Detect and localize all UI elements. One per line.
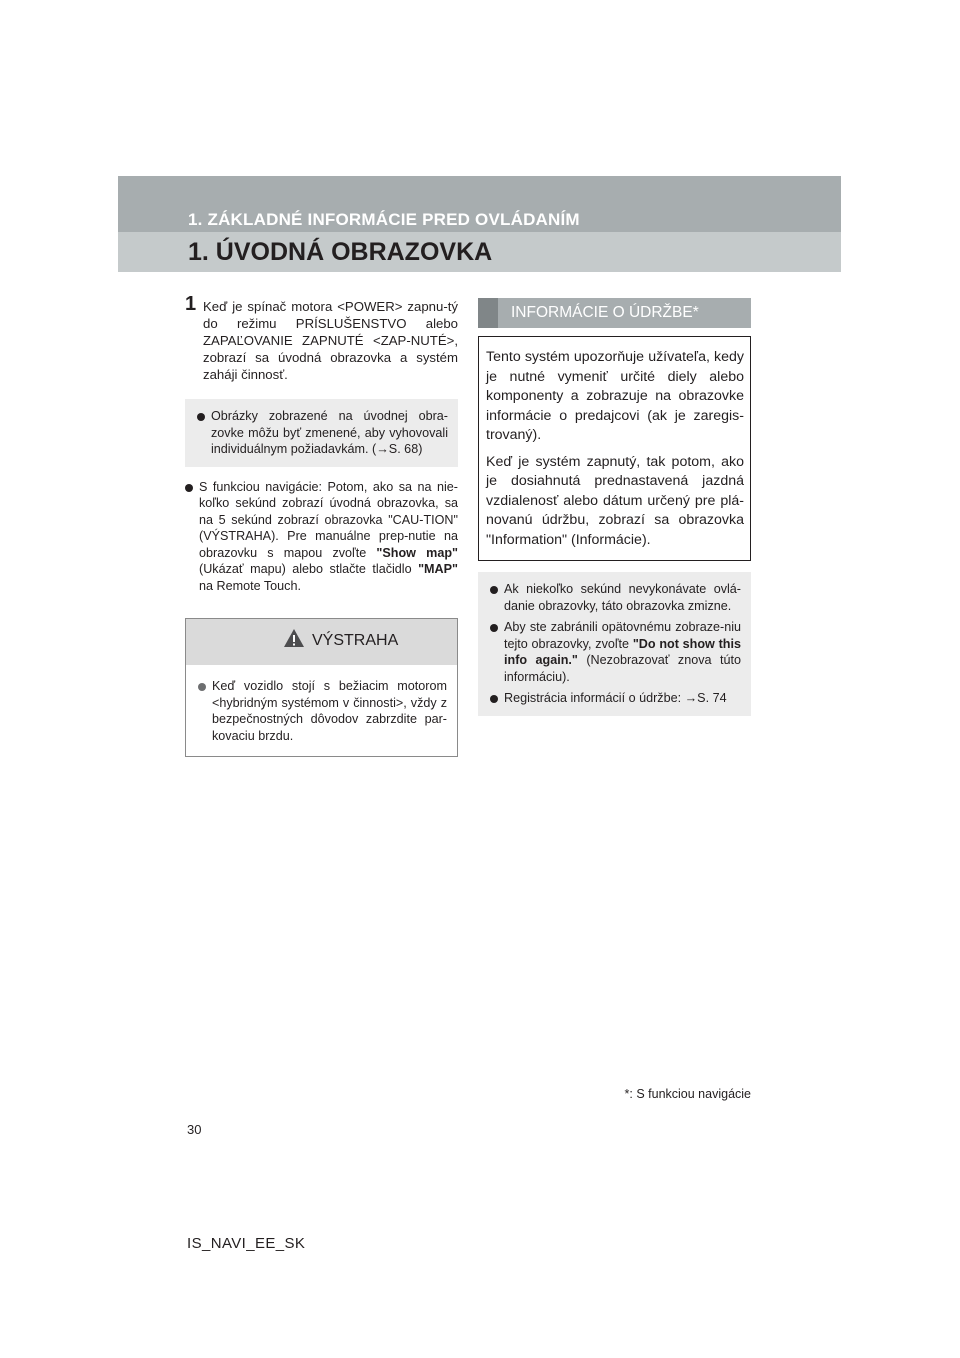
document-code: IS_NAVI_EE_SK <box>187 1235 306 1252</box>
warning-title: VÝSTRAHA <box>312 632 399 649</box>
maintenance-info-box <box>478 336 751 561</box>
footnote: *: S funkciou navigácie <box>624 1087 751 1101</box>
maintenance-title: INFORMÁCIE O ÚDRŽBE* <box>511 304 699 321</box>
warning-bullet <box>198 678 447 744</box>
maintenance-para-2: Keď je systém zapnutý, tak potom, ako je dosiahnutá prednastavená jazdná vzdialenosť alebo dátum určený pre plá-novanú údržbu, zobrazí sa obrazovka "Information" (Informácie). <box>486 453 744 548</box>
page-number: 30 <box>187 1122 202 1137</box>
nav-text-2: (Ukázať mapu) alebo stlačte tlačidlo <box>199 562 419 576</box>
header-marker <box>478 298 498 328</box>
bullet-icon <box>198 683 206 691</box>
bullet-icon <box>197 413 205 421</box>
maintenance-bullet-2-text-2: (Nezobrazovať znova túto informáciu). <box>504 653 741 684</box>
maintenance-notes <box>478 572 751 716</box>
note-text: Obrázky zobrazené na úvodnej obra-zovke môžu byť zmenené, aby vyhovovali individuálnym požiadavkám. (→S. 68) <box>211 409 448 456</box>
maintenance-bullet-2 <box>490 619 741 685</box>
step-1 <box>185 293 458 383</box>
show-map-label: "Show map" <box>376 545 458 560</box>
left-column <box>185 293 458 757</box>
maintenance-bullet-1-text: Ak niekoľko sekúnd nevykonávate ovlá-danie obrazovky, táto obrazovka zmizne. <box>504 582 741 613</box>
maintenance-bullet-1 <box>490 581 741 614</box>
maintenance-para-1: Tento systém upozorňuje užívateľa, kedy je nutné vymeniť určité diely alebo komponenty a zobrazuje na obrazovke informácie o predajcovi (ak je zaregis-trovaný). <box>486 349 744 443</box>
warning-header <box>186 619 457 665</box>
step-number: 1 <box>185 293 197 315</box>
maintenance-header <box>478 298 751 328</box>
header-band <box>118 176 841 272</box>
warning-box <box>185 618 458 757</box>
warning-text: Keď vozidlo stojí s bežiacim motorom <hybridným systémom v činnosti>, vždy z bezpečnostných dôvodov zabrzdite par-kovaciu brzdu. <box>212 679 447 743</box>
page-title: 1. ÚVODNÁ OBRAZOVKA <box>188 238 493 266</box>
step-text: Keď je spínač motora <POWER> zapnu-tý do režimu PRÍSLUŠENSTVO alebo ZAPAĽOVANIE ZAPNUTÉ <ZAP-NUTÉ>, zobrazí sa úvodná obrazovka a systém zaháji činnosť. <box>203 299 458 382</box>
do-not-show-label: "Do not show this info again." <box>504 636 741 667</box>
warning-body <box>186 665 457 756</box>
maintenance-bullet-2-text-1: Aby ste zabránili opätovnému zobraze-niu tejto obrazovky, zvoľte <box>504 620 741 651</box>
bullet-icon <box>185 484 193 492</box>
navigation-bullet <box>185 479 458 595</box>
warning-triangle-icon <box>283 628 305 648</box>
maintenance-bullet-3-text: Registrácia informácií o údržbe: →S. 74 <box>504 691 727 705</box>
navigation-bullets <box>185 479 458 595</box>
nav-text-3: na Remote Touch. <box>199 578 301 593</box>
bullet-icon <box>490 586 498 594</box>
map-button-label: "MAP" <box>418 562 458 576</box>
bullet-icon <box>490 624 498 632</box>
nav-text-1: S funkciou navigácie: Potom, ako sa na nie-koľko sekúnd zobrazí úvodná obrazovka, sa na 5 sekúnd zobrazí obrazovka "CAU-TION" (VÝSTRAHA). Pre manuálne prep-nutie na obrazovku s mapou zvoľte <box>199 479 458 560</box>
section-label: 1. ZÁKLADNÉ INFORMÁCIE PRED OVLÁDANÍM <box>188 210 580 229</box>
maintenance-bullet-3 <box>490 690 741 707</box>
note-bullet <box>197 408 448 458</box>
bullet-icon <box>490 695 498 703</box>
info-note-box <box>185 399 458 467</box>
right-column <box>478 298 751 716</box>
